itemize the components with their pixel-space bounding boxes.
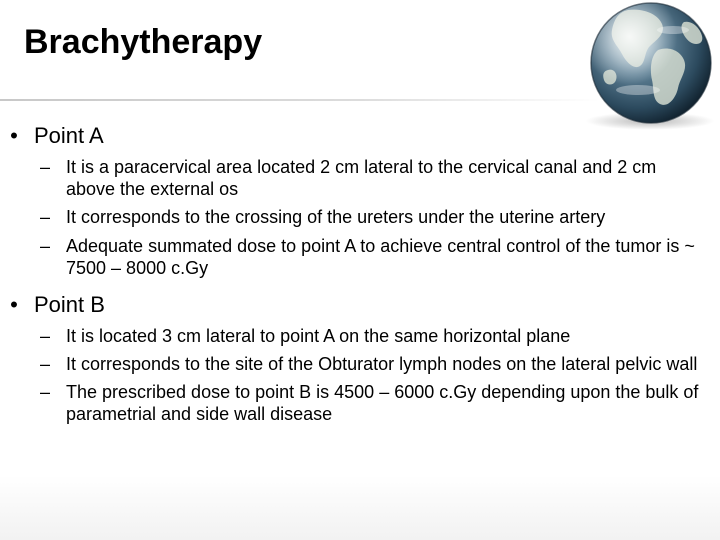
sub-bullet xyxy=(0,381,706,425)
bullet-marker: • xyxy=(10,292,18,317)
bullet-heading: Point A xyxy=(34,123,104,148)
bullet-point-a xyxy=(0,122,720,150)
section-point-a xyxy=(0,122,720,279)
sub-bullet xyxy=(0,156,706,200)
bullet-heading: Point B xyxy=(34,292,105,317)
dash-marker: – xyxy=(40,236,51,256)
dash-marker: – xyxy=(40,207,51,227)
section-point-b xyxy=(0,291,720,425)
sub-bullet-text: It corresponds to the crossing of the ureters under the uterine artery xyxy=(66,207,606,227)
sub-bullet xyxy=(0,325,706,347)
dash-marker: – xyxy=(40,382,51,402)
sub-bullet-text: Adequate summated dose to point A to achieve central control of the tumor is ~ 7500 – 8000 c.Gy xyxy=(66,236,695,278)
sub-bullet-text: It is located 3 cm lateral to point A on the same horizontal plane xyxy=(66,326,571,346)
sub-bullet-text: The prescribed dose to point B is 4500 – 6000 c.Gy depending upon the bulk of parametrial and side wall disease xyxy=(66,382,699,424)
globe-icon xyxy=(588,0,714,126)
sub-bullet-text: It is a paracervical area located 2 cm lateral to the cervical canal and 2 cm above the external os xyxy=(66,157,657,199)
sub-bullet xyxy=(0,235,706,279)
slide-content xyxy=(0,118,720,425)
sub-bullet-text: It corresponds to the site of the Obturator lymph nodes on the lateral pelvic wall xyxy=(66,354,698,374)
sub-bullet xyxy=(0,206,706,228)
dash-marker: – xyxy=(40,157,51,177)
title-divider xyxy=(0,99,600,101)
bullet-point-b xyxy=(0,291,720,319)
sub-bullet xyxy=(0,353,706,375)
slide-title: Brachytherapy xyxy=(24,23,263,61)
bullet-marker: • xyxy=(10,123,18,148)
dash-marker: – xyxy=(40,326,51,346)
dash-marker: – xyxy=(40,354,51,374)
